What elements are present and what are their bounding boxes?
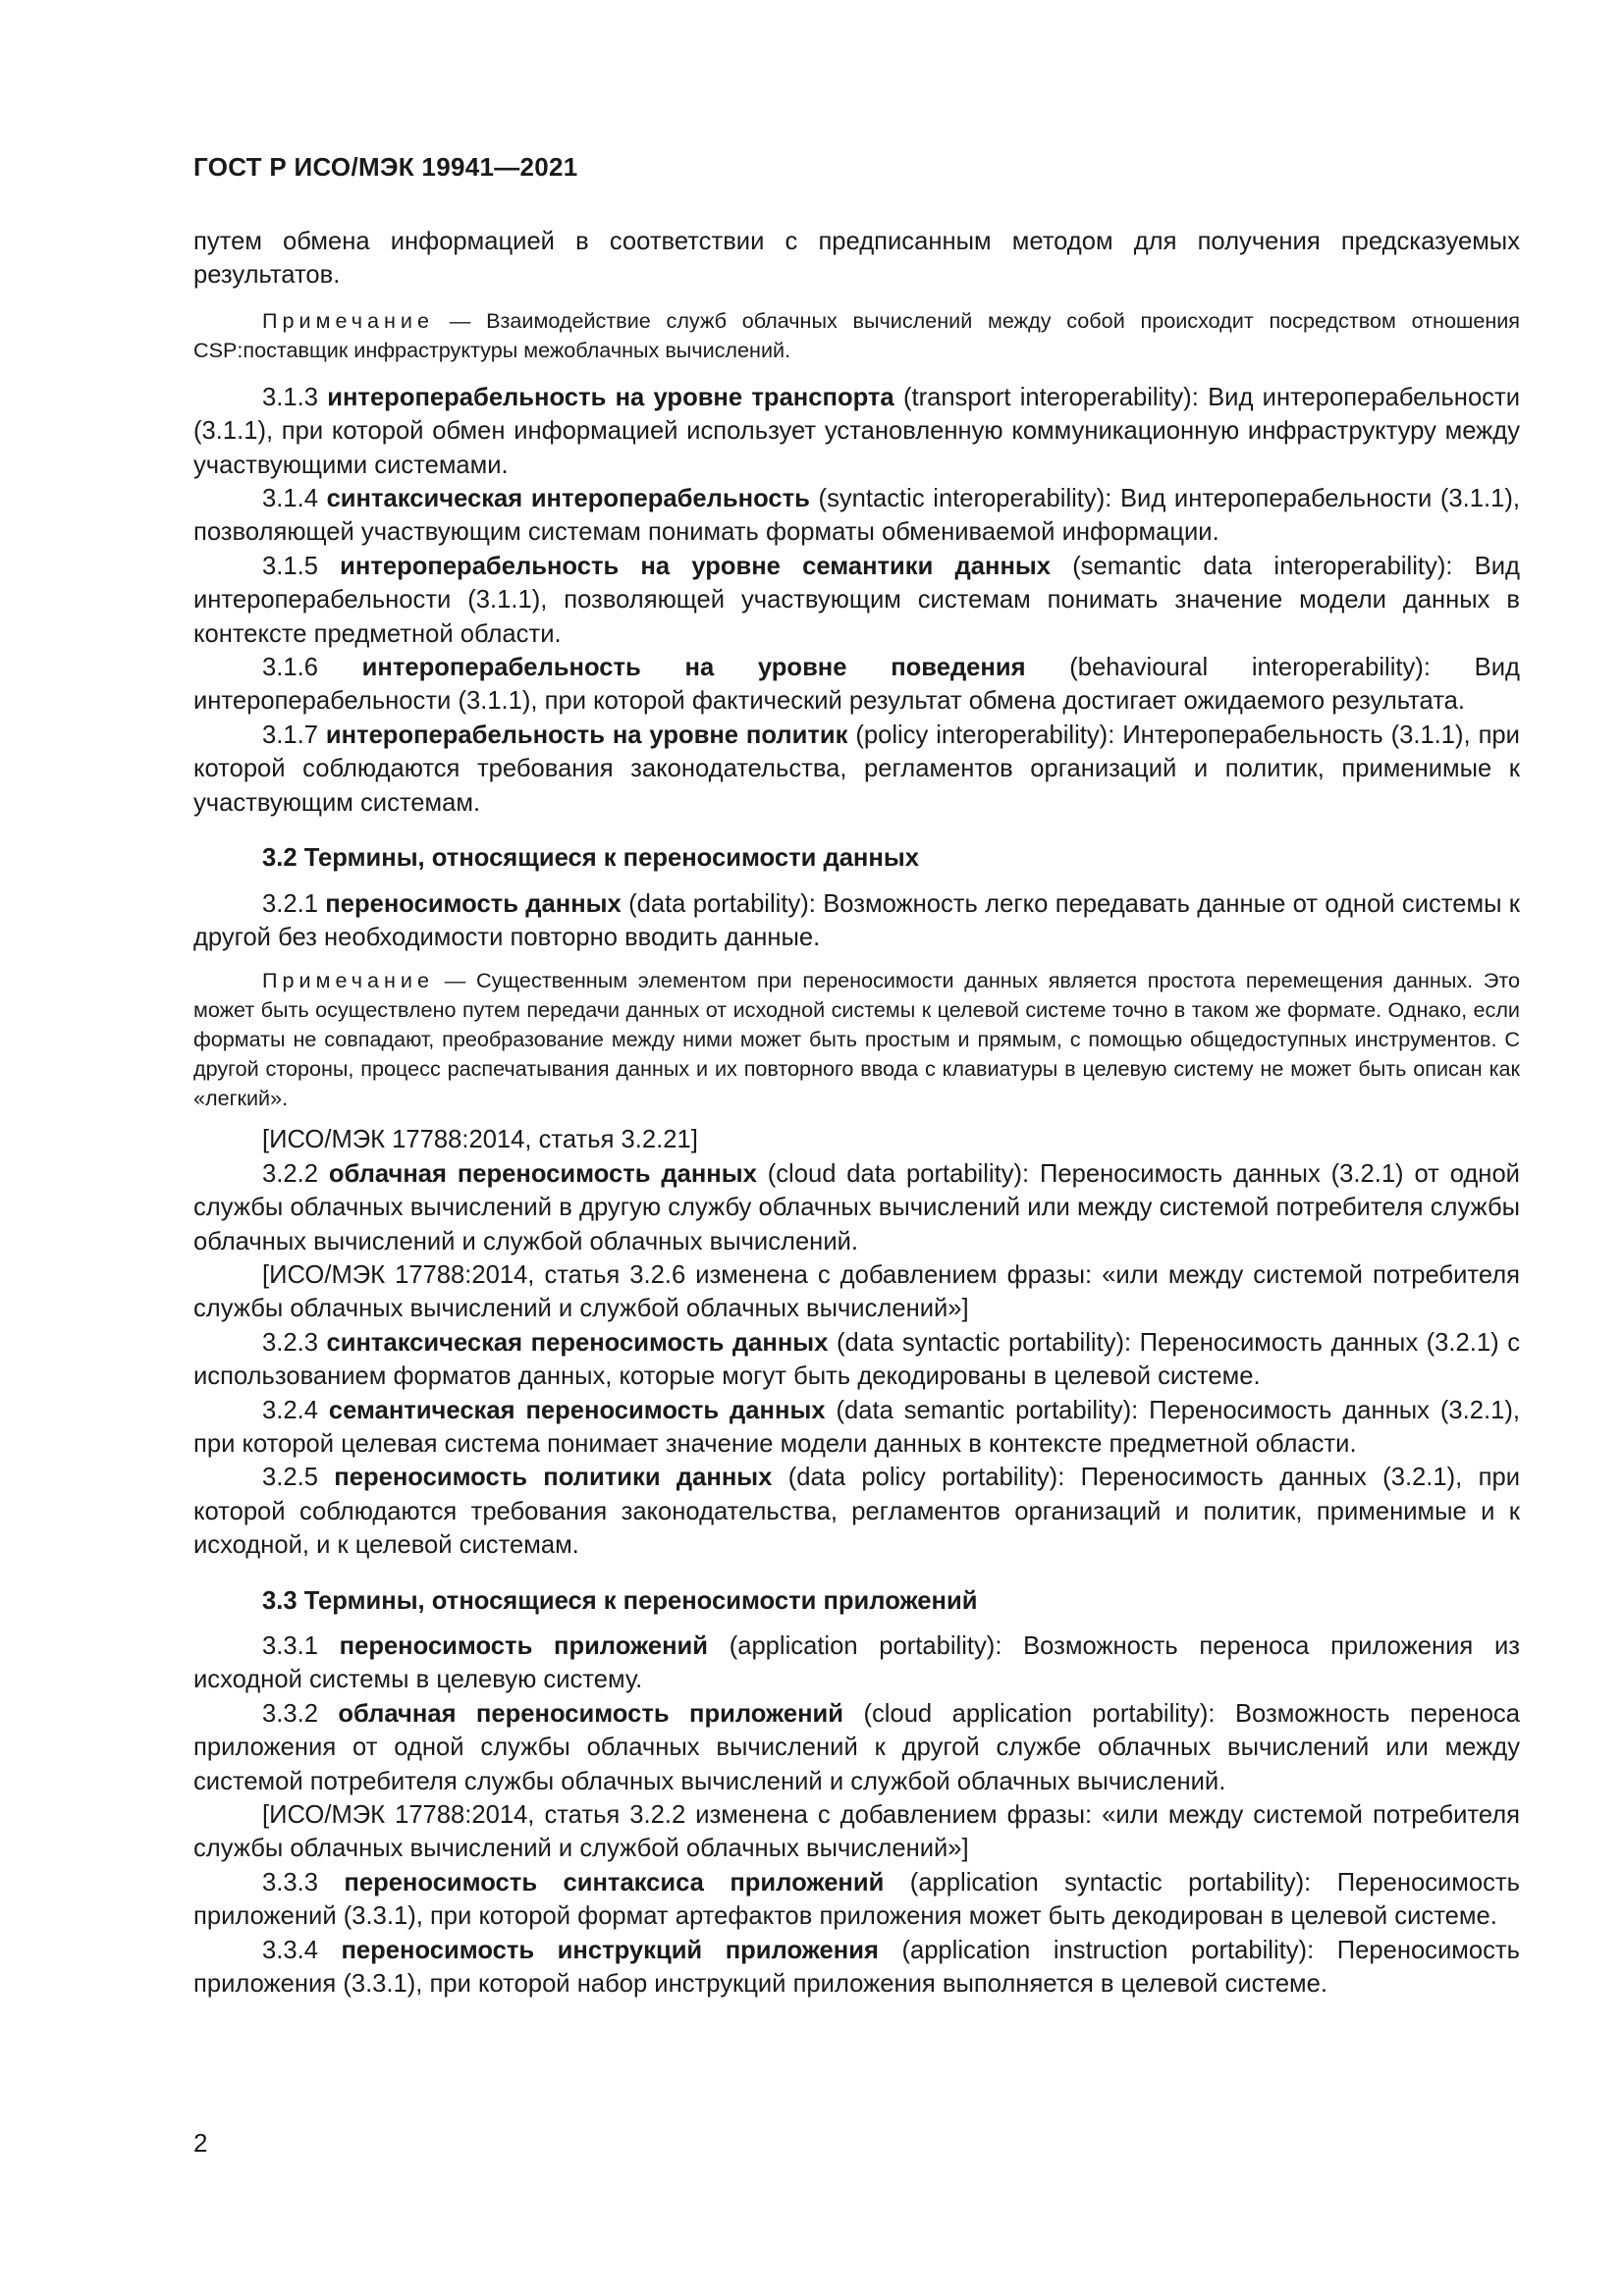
term-title: интероперабельность на уровне транспорта: [327, 383, 894, 411]
document-body: [193, 225, 1520, 2001]
term-definition: (application portability): Возможность переноса приложения из исходной системы в целевую систему.: [193, 1632, 1520, 1694]
page-number: 2: [193, 2128, 208, 2158]
term-title: интероперабельность на уровне политик: [325, 721, 848, 749]
term-title: переносимость данных: [325, 889, 622, 918]
term-entry: [193, 651, 1520, 719]
term-definition: (syntactic interoperability): Вид интероперабельности (3.1.1), позволяющей участвующим системам понимать форматы обмениваемой информации.: [193, 485, 1520, 547]
term-number: 3.2.3: [262, 1328, 318, 1357]
term-entry: [193, 1629, 1520, 1697]
note: [193, 966, 1520, 1113]
term-definition: (cloud data portability): Переносимость данных (3.2.1) от одной службы облачных вычислений в другую службу облачных вычислений или между системой потребителя службы облачных вычислений и службой облачных вычислений.: [193, 1159, 1520, 1255]
term-number: 3.2.4: [262, 1396, 318, 1424]
term-entry: [193, 1697, 1520, 1798]
term-title: переносимость приложений: [339, 1632, 708, 1660]
term-title: синтаксическая интероперабельность: [326, 485, 810, 513]
term-number: 3.2.2: [262, 1159, 318, 1188]
term-definition: (transport interoperability): Вид интероперабельности (3.1.1), при которой обмен информацией использует установленную коммуникационную инфраструктуру между участвующими системами.: [193, 383, 1520, 479]
term-entry: [193, 550, 1520, 651]
term-entry: [193, 1461, 1520, 1562]
continuation-paragraph: путем обмена информацией в соответствии с предписанным методом для получения предсказуемых результатов.: [193, 228, 1520, 290]
document-header: ГОСТ Р ИСО/МЭК 19941—2021: [193, 152, 578, 182]
term-definition: (data portability): Возможность легко передавать данные от одной системы к другой без необходимости повторно вводить данные.: [193, 889, 1520, 951]
term-entry: [193, 1157, 1520, 1258]
term-title: интероперабельность на уровне поведения: [361, 654, 1026, 682]
term-title: семантическая переносимость данных: [328, 1396, 826, 1424]
term-definition: (data policy portability): Переносимость данных (3.2.1), при которой соблюдаются требования законодательства, регламентов организаций и политик, применимые и к исходной, и к целевой системам.: [193, 1464, 1520, 1560]
term-number: 3.1.5: [262, 552, 318, 580]
term-entry: [193, 719, 1520, 820]
term-definition: (semantic data interoperability): Вид интероперабельности (3.1.1), позволяющей участвующим системам понимать значение модели данных в контексте предметной области.: [193, 552, 1520, 648]
term-number: 3.3.3: [262, 1868, 318, 1896]
term-definition: (data semantic portability): Переносимость данных (3.2.1), при которой целевая система понимает значение модели данных в контексте предметной области.: [193, 1396, 1520, 1458]
term-number: 3.3.2: [262, 1699, 318, 1728]
term-entry: [193, 381, 1520, 482]
term-title: синтаксическая переносимость данных: [326, 1328, 829, 1357]
term-number: 3.1.7: [262, 721, 318, 749]
term-title: переносимость синтаксиса приложений: [344, 1868, 885, 1896]
term-definition: (application instruction portability): Переносимость приложения (3.3.1), при которой набор инструкций приложения выполняется в целевой системе.: [193, 1936, 1520, 1999]
term-entry: [193, 1394, 1520, 1462]
term-title: переносимость инструкций приложения: [341, 1936, 879, 1964]
source-reference: [ИСО/МЭК 17788:2014, статья 3.2.6 изменена с добавлением фразы: «или между системой потребителя службы облачных вычислений и службой облачных вычислений»]: [193, 1260, 1520, 1323]
term-title: облачная переносимость приложений: [338, 1699, 844, 1728]
section-heading: 3.2 Термины, относящиеся к переносимости данных: [262, 844, 919, 873]
term-definition: (data syntactic portability): Переносимость данных (3.2.1) с использованием форматов данных, которые могут быть декодированы в целевой системе.: [193, 1328, 1520, 1391]
note-text: — Существенным элементом при переносимости данных является простота перемещения данных. Это может быть осуществлено путем передачи данных от исходной системы к целевой системе точно в таком же формате. Однако, если форматы не совпадают, преобразование между ними может быть простым и прямым, с помощью общедоступных инструментов. С другой стороны, процесс распечатывания данных и их повторного ввода с клавиатуры в целевую систему не может быть описан как «легкий».: [193, 968, 1521, 1111]
note-label: Примечание: [262, 307, 434, 333]
term-number: 3.2.5: [262, 1464, 318, 1492]
source-reference: [ИСО/МЭК 17788:2014, статья 3.2.21]: [262, 1126, 698, 1154]
term-definition: (application syntactic portability): Переносимость приложений (3.3.1), при которой формат артефактов приложения может быть декодирован в целевой системе.: [193, 1868, 1520, 1931]
note-label: Примечание: [262, 968, 434, 993]
term-number: 3.3.4: [262, 1936, 318, 1964]
term-entry: [193, 1934, 1520, 2002]
term-number: 3.1.6: [262, 654, 318, 682]
term-number: 3.2.1: [262, 889, 318, 918]
term-number: 3.1.3: [262, 383, 318, 411]
section-heading: 3.3 Термины, относящиеся к переносимости приложений: [262, 1586, 978, 1615]
term-entry: [193, 1326, 1520, 1394]
source-reference: [ИСО/МЭК 17788:2014, статья 3.2.2 изменена с добавлением фразы: «или между системой потребителя службы облачных вычислений и службой облачных вычислений»]: [193, 1801, 1520, 1863]
term-number: 3.1.4: [262, 485, 318, 513]
term-definition: (policy interoperability): Интероперабельность (3.1.1), при которой соблюдаются требования законодательства, регламентов организаций и политик, применимые к участвующим системам.: [193, 721, 1520, 817]
term-title: облачная переносимость данных: [328, 1159, 757, 1188]
term-definition: (cloud application portability): Возможность переноса приложения от одной службы облачных вычислений к другой службе облачных вычислений или между системой потребителя службы облачных вычислений и службой облачных вычислений.: [193, 1699, 1520, 1795]
term-entry: [193, 887, 1520, 955]
term-number: 3.3.1: [262, 1632, 318, 1660]
term-entry: [193, 482, 1520, 550]
term-title: интероперабельность на уровне семантики данных: [340, 552, 1052, 580]
note-text: — Взаимодействие служб облачных вычислений между собой происходит посредством отношения CSP:поставщик инфраструктуры межоблачных вычислений.: [193, 307, 1521, 362]
term-title: переносимость политики данных: [334, 1464, 773, 1492]
note: [193, 306, 1520, 365]
term-definition: (behavioural interoperability): Вид интероперабельности (3.1.1), при которой фактический результат обмена достигает ожидаемого результата.: [193, 654, 1520, 716]
term-entry: [193, 1866, 1520, 1934]
